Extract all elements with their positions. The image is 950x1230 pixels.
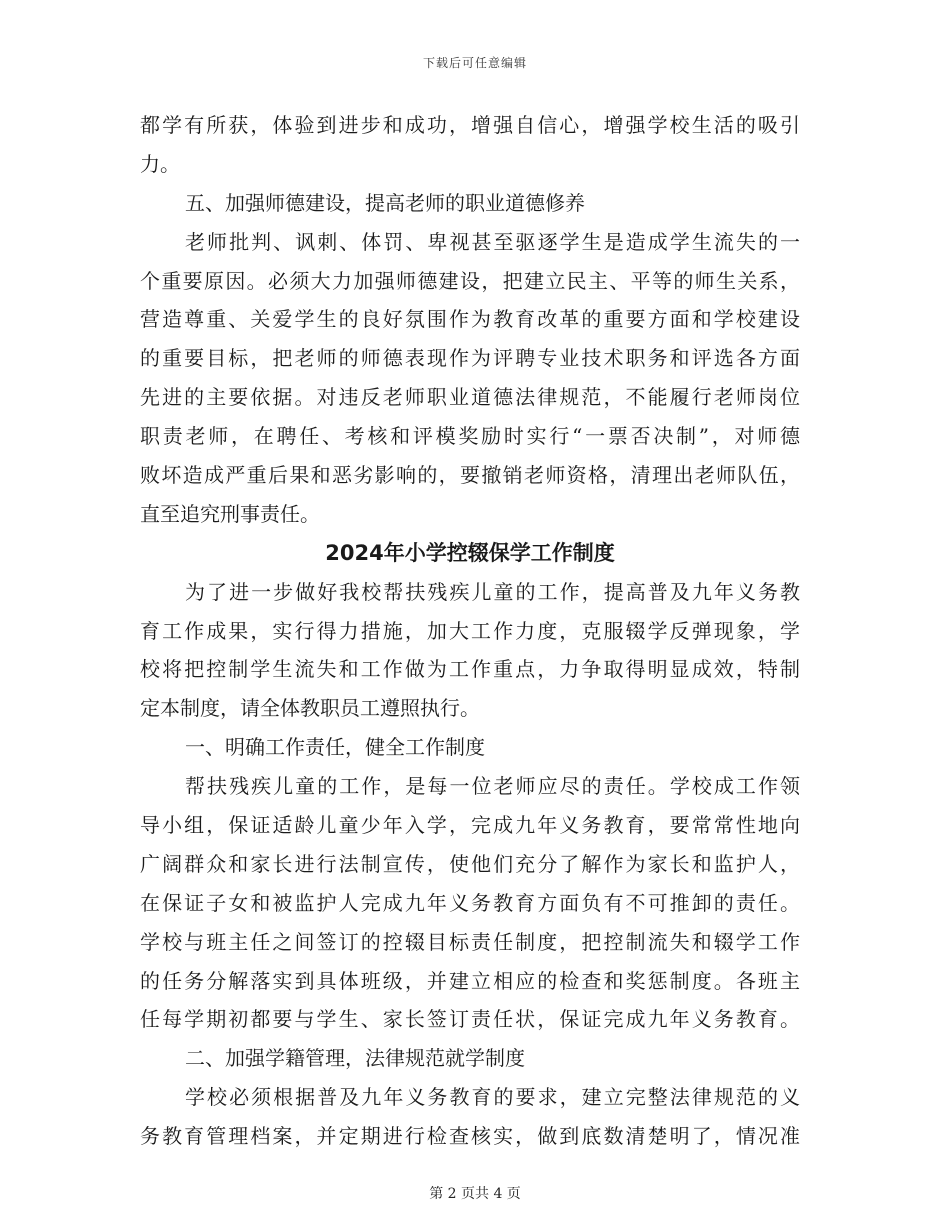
- text-line: 广阔群众和家长进行法制宣传，使他们充分了解作为家长和监护人，: [140, 851, 800, 876]
- text-line: 导小组，保证适龄儿童少年入学，完成九年义务教育，要常常性地向: [140, 813, 800, 838]
- text-line: 任每学期初都要与学生、家长签订责任状，保证完成九年义务教育。: [140, 1007, 800, 1032]
- section-heading: 五、加强师德建设，提高老师的职业道德修养: [185, 190, 585, 215]
- page-header: 下载后可任意编辑: [422, 56, 527, 70]
- text-line: 的重要目标，把老师的师德表现作为评聘专业技术职务和评选各方面: [140, 346, 800, 371]
- text-line: 学校与班主任之间签订的控辍目标责任制度，把控制流失和辍学工作: [140, 929, 800, 954]
- text-line: 的任务分解落实到具体班级，并建立相应的检查和奖惩制度。各班主: [140, 968, 800, 993]
- text-line: 力。: [140, 151, 180, 176]
- page-footer: 第 2 页共 4 页: [429, 1186, 521, 1202]
- text-line: 务教育管理档案，并定期进行检查核实，做到底数清楚明了，情况准: [140, 1124, 800, 1149]
- document-body: [140, 106, 800, 1156]
- text-line: 直至追究刑事责任。: [140, 501, 320, 526]
- text-line: 老师批判、讽刺、体罚、卑视甚至驱逐学生是造成学生流失的一: [185, 229, 800, 254]
- text-line: 在保证子女和被监护人完成九年义务教育方面负有不可推卸的责任。: [140, 890, 800, 915]
- text-line: 帮扶残疾儿童的工作，是每一位老师应尽的责任。学校成工作领: [185, 774, 800, 799]
- text-line: 都学有所获，体验到进步和成功，增强自信心，增强学校生活的吸引: [140, 113, 800, 137]
- text-line: 先进的主要依据。对违反老师职业道德法律规范，不能履行老师岗位: [140, 385, 800, 410]
- text-line: 定本制度，请全体教职员工遵照执行。: [140, 696, 480, 721]
- section-heading: 二、加强学籍管理，法律规范就学制度: [185, 1046, 525, 1071]
- text-line: 育工作成果，实行得力措施，加大工作力度，克服辍学反弹现象，学: [140, 618, 800, 643]
- text-line: 学校必须根据普及九年义务教育的要求，建立完整法律规范的义: [185, 1085, 800, 1110]
- document-title: 2024年小学控辍保学工作制度: [325, 540, 615, 565]
- text-line: 职责老师，在聘任、考核和评模奖励时实行“一票否决制”，对师德: [140, 424, 800, 449]
- text-line: 营造尊重、关爱学生的良好氛围作为教育改革的重要方面和学校建设: [140, 307, 800, 332]
- text-line: 败坏造成严重后果和恶劣影响的，要撤销老师资格，清理出老师队伍，: [140, 463, 800, 488]
- section-heading: 一、明确工作责任，健全工作制度: [185, 735, 485, 760]
- text-line: 个重要原因。必须大力加强师德建设，把建立民主、平等的师生关系，: [140, 268, 800, 293]
- text-line: 为了进一步做好我校帮扶残疾儿童的工作，提高普及九年义务教: [185, 579, 800, 604]
- text-line: 校将把控制学生流失和工作做为工作重点，力争取得明显成效，特制: [140, 657, 800, 682]
